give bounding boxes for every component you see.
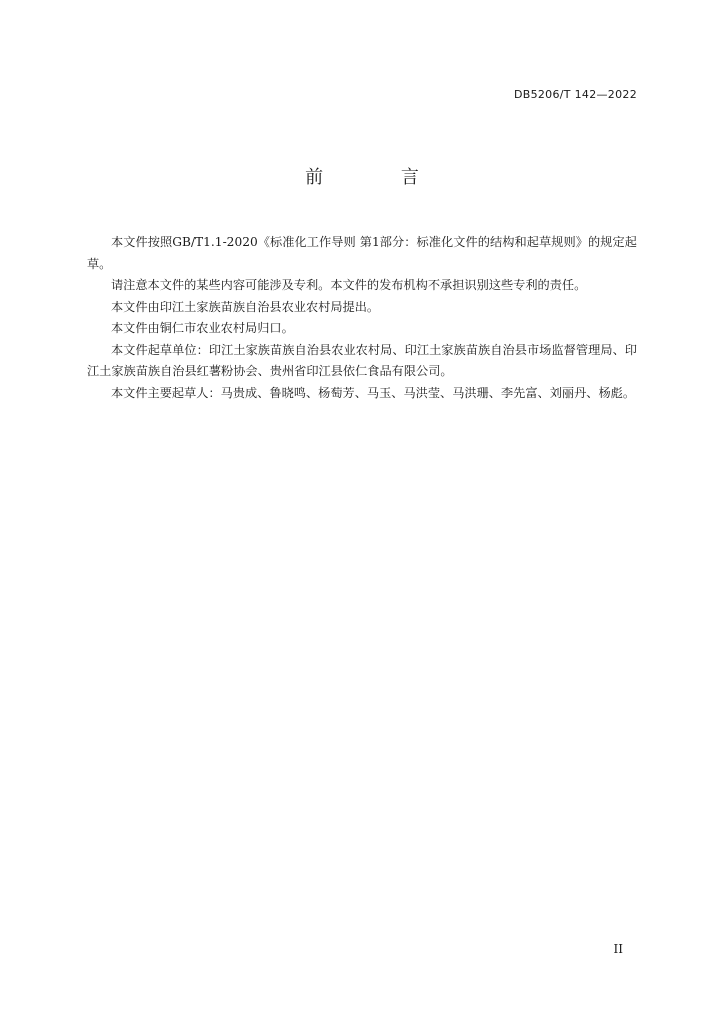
paragraph-drafting-basis: 本文件按照GB/T1.1-2020《标准化工作导则 第1部分：标准化文件的结构和起草规则》的规定起草。 — [87, 235, 637, 271]
page-title: 前 言 — [305, 167, 455, 188]
paragraph-proposer: 本文件由印江土家族苗族自治县农业农村局提出。 — [111, 299, 380, 314]
page-number: II — [613, 942, 623, 956]
paragraph-drafting-units: 本文件起草单位：印江土家族苗族自治县农业农村局、印江土家族苗族自治县市场监督管理局、印江土家族苗族自治县红薯粉协会、贵州省印江县依仁食品有限公司。 — [87, 342, 637, 378]
foreword-body — [87, 232, 637, 404]
standard-code: DB5206/T 142—2022 — [513, 88, 637, 101]
paragraph-drafters: 本文件主要起草人：马贵成、鲁晓鸣、杨萄芳、马玉、马洪莹、马洪珊、李先富、刘丽丹、杨彪。 — [111, 385, 636, 400]
paragraph-centralized-unit: 本文件由铜仁市农业农村局归口。 — [111, 321, 294, 335]
paragraph-patent-notice: 请注意本文件的某些内容可能涉及专利。本文件的发布机构不承担识别这些专利的责任。 — [111, 278, 587, 292]
